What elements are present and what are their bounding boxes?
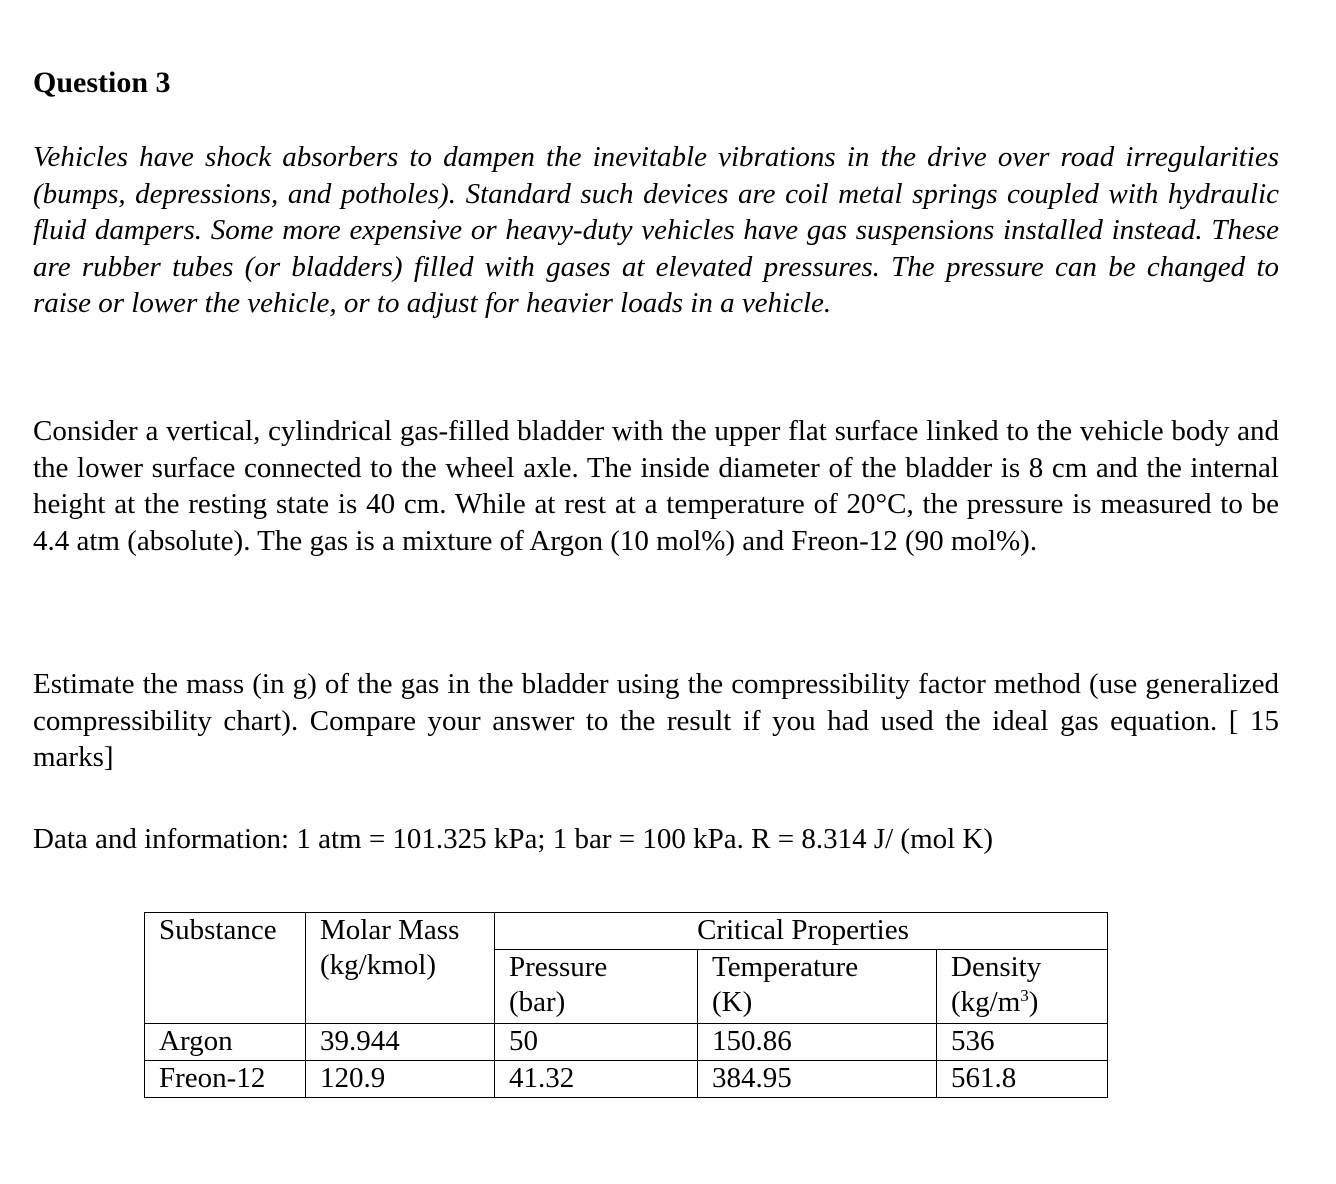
header-molar-mass-unit: (kg/kmol) bbox=[320, 949, 436, 981]
header-substance-label: Substance bbox=[159, 914, 277, 946]
table-row bbox=[145, 1024, 1108, 1061]
header-molar-mass bbox=[306, 913, 495, 1024]
cell-density: 536 bbox=[937, 1024, 1108, 1061]
header-temperature-unit: (K) bbox=[712, 986, 753, 1018]
header-pressure-label: Pressure bbox=[509, 951, 608, 983]
table-row bbox=[145, 1061, 1108, 1098]
density-unit-exponent: 3 bbox=[1020, 986, 1029, 1005]
density-unit-close: ) bbox=[1028, 986, 1039, 1018]
header-critical-label: Critical Properties bbox=[697, 914, 909, 946]
intro-paragraph: Vehicles have shock absorbers to dampen the inevitable vibrations in the drive over road irregularities (bumps, depressions, and potholes). Standard such devices are coil metal springs coupled with hydraulic fluid dampers. Some more expensive or heavy-duty vehicles have gas suspensions installed instead. These are rubber tubes (or bladders) filled with gases at elevated pressures. The pressure can be changed to raise or lower the vehicle, or to adjust for heavier loads in a vehicle. bbox=[33, 141, 1279, 320]
header-density-label: Density bbox=[951, 951, 1042, 983]
cell-substance: Freon-12 bbox=[145, 1061, 306, 1098]
header-density bbox=[937, 950, 1108, 1024]
cell-density: 561.8 bbox=[937, 1061, 1108, 1098]
cell-temperature: 384.95 bbox=[698, 1061, 937, 1098]
header-substance bbox=[145, 913, 306, 1024]
task-paragraph: Estimate the mass (in g) of the gas in the bladder using the compressibility factor method (use generalized compressibility chart). Compare your answer to the result if you had used the ideal gas equation. [ 15 marks] bbox=[33, 668, 1279, 774]
cell-molar-mass: 120.9 bbox=[306, 1061, 495, 1098]
header-molar-mass-label: Molar Mass bbox=[320, 914, 460, 946]
header-pressure-unit: (bar) bbox=[509, 986, 566, 1018]
header-temperature-label: Temperature bbox=[712, 951, 859, 983]
data-paragraph: Data and information: 1 atm = 101.325 kPa; 1 bar = 100 kPa. R = 8.314 J/ (mol K) bbox=[33, 823, 994, 855]
header-temperature bbox=[698, 950, 937, 1024]
cell-substance: Argon bbox=[145, 1024, 306, 1061]
cell-molar-mass: 39.944 bbox=[306, 1024, 495, 1061]
table-header-row bbox=[145, 913, 1108, 950]
setup-paragraph: Consider a vertical, cylindrical gas-filled bladder with the upper flat surface linked to the vehicle body and the lower surface connected to the wheel axle. The inside diameter of the bladder is 8 cm and the internal height at the resting state is 40 cm. While at rest at a temperature of 20°C, the pressure is measured to be 4.4 atm (absolute). The gas is a mixture of Argon (10 mol%) and Freon-12 (90 mol%). bbox=[33, 415, 1279, 557]
header-pressure bbox=[495, 950, 698, 1024]
cell-pressure: 41.32 bbox=[495, 1061, 698, 1098]
cell-pressure: 50 bbox=[495, 1024, 698, 1061]
density-unit-base: (kg/m bbox=[951, 986, 1021, 1018]
header-density-unit bbox=[951, 986, 1038, 1018]
question-heading: Question 3 bbox=[33, 66, 171, 99]
header-critical-properties bbox=[495, 913, 1108, 950]
critical-properties-table bbox=[144, 912, 1108, 1098]
cell-temperature: 150.86 bbox=[698, 1024, 937, 1061]
